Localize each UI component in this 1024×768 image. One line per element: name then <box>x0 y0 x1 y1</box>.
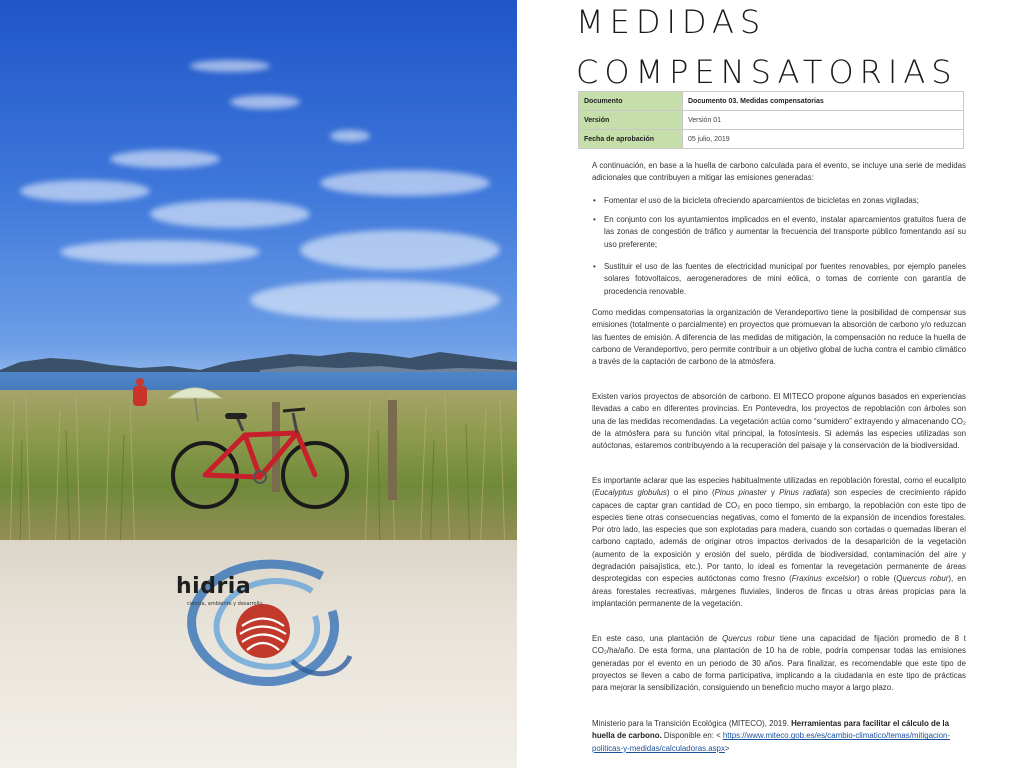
reference-citation <box>592 718 972 755</box>
text-run: tiene una capacidad de fijación promedio de 8 t CO₂/ha/año. De esta forma, una plantación de 10 ha de roble, podría compensar todas las emisiones generadas por el evento en un periodo de 30 años. Para finalizar, es recomendable que este tipo de proyectos se lleven a cabo de forma participativa, implicando a la ciudadanía en este tipo de prácticas para mejorar la sensibilización, consiguiendo un beneficio mucho mayor a largo plazo. <box>592 634 967 693</box>
paragraph-compensation: Como medidas compensatorias la organización de Verandeportivo tiene la posibilidad de compensar sus emisiones (totalmente o parcialmente) en proyectos que promuevan la absorción de carbono y/o reduzcan las fuentes de emisión. A diferencia de las medidas de mitigación, la compensación no reduce la huella de carbono de Verandeportivo, pero permite contribuir a un objetivo global de lucha contra el cambio climático a través de la captación de carbono de la atmósfera. <box>592 308 966 367</box>
page-title <box>576 0 958 94</box>
bullet-dot-icon: • <box>593 196 596 205</box>
title-line-1: MEDIDAS <box>576 3 767 41</box>
species-name: Eucalyptus globulus <box>594 488 667 498</box>
bullet-text: Fomentar el uso de la bicicleta ofreciendo aparcamientos de bicicletas en zonas vigiladas; <box>604 196 919 205</box>
meta-value: 05 julio, 2019 <box>683 130 964 149</box>
red-bicycle <box>165 395 360 515</box>
document-page <box>517 0 1024 768</box>
citation-author: Ministerio para la Transición Ecológica (MITECO), 2019. <box>592 719 792 728</box>
meta-row <box>579 130 964 149</box>
text-run: > <box>724 743 730 753</box>
paragraph-projects: Existen varios proyectos de absorción de carbono. El MITECO propone algunos basados en experiencias llevadas a cabo en diferentes provincias. En Pontevedra, los proyectos de repoblación con árboles son una de las medidas recomendadas. La vegetación actúa como “sumidero” extrayendo y almacenando CO₂ de la atmósfera para su función vital principal, la fotosíntesis. Si además las especies utilizadas son autóctonas, estaremos contribuyendo a la recuperación del paisaje y la conservación de la biodiversidad. <box>592 392 966 451</box>
text-run: ), en áreas forestales recreativas, márgenes fluviales, linderos de fincas u otras áreas propicias para la implantación permanente de la vegetación. <box>592 574 966 608</box>
text-run: y <box>766 488 780 498</box>
meta-row <box>579 92 964 111</box>
intro-paragraph: A continuación, en base a la huella de carbono calculada para el evento, se incluye una serie de medidas adicionales que contribuyen a mitigar las emisiones generadas: <box>592 161 966 183</box>
text-run: Disponible en: < <box>661 731 723 741</box>
species-name: Quercus robur <box>722 634 776 643</box>
species-name: Pinus pinaster <box>714 488 767 498</box>
meta-key: Versión <box>579 111 683 130</box>
bullet-dot-icon: • <box>593 262 596 271</box>
paragraph-quercus <box>592 633 966 694</box>
meta-value: Documento 03. Medidas compensatorias <box>683 92 964 111</box>
bullet-item <box>592 214 966 251</box>
text-run: ) o roble ( <box>857 574 897 584</box>
meta-key: Fecha de aprobación <box>579 130 683 149</box>
text-run: ) o el pino ( <box>666 488 715 498</box>
document-meta-table <box>578 91 964 149</box>
text-run: En este caso, una plantación de <box>592 634 723 643</box>
meta-key: Documento <box>579 92 683 111</box>
citation-link[interactable]: https://www.miteco.gob.es/es/cambio-climatico/temas/mitigacion-politicas-y-medidas/calculadoras.aspx <box>592 731 951 753</box>
logo-wordmark: hidria <box>176 574 252 599</box>
species-name: Fraxinus excelsior <box>791 574 858 584</box>
species-name: Pinus radiata <box>779 488 828 498</box>
person-figure <box>128 377 152 409</box>
bullet-item <box>592 261 966 298</box>
bullet-text: En conjunto con los ayuntamientos implicados en el evento, instalar aparcamientos gratuitos fuera de las zonas de congestión de tráfico y aumentar la frecuencia del transporte público fomentando así su uso preferente; <box>604 215 966 249</box>
bullet-dot-icon: • <box>593 215 596 224</box>
text-run: Es importante aclarar que las especies habitualmente utilizadas en repoblación forestal, como el eucalipto ( <box>592 476 966 498</box>
title-line-2: COMPENSATORIAS <box>576 53 958 91</box>
bullet-item <box>592 195 966 207</box>
species-name: Quercus robur <box>896 574 949 584</box>
logo-tagline: ciencia, ambiente y desarrollo <box>187 601 263 607</box>
citation-title: Herramientas para facilitar el cálculo de la huella de carbono. <box>592 719 949 741</box>
text-run: ) son especies de crecimiento rápido capaces de captar gran cantidad de CO₂ en poco tiempo, sin embargo, la repoblación con este tipo de especies tiene otras consecuencias negativas, como el fomento de la expansión de incendios forestales. Por otro lado, las especies que son explotadas para madera, cuando son cortadas o quemadas liberan el carbono captado, además de originar otros impactos derivados de la desaparición de la vegetación (aumento de la exposición y erosión del suelo, pérdida de biodiversidad, contaminación del aire y degradación paisajística, etc.). Por tanto, lo ideal es fomentar la revegetación permanente de áreas desprotegidas con especies autóctonas como fresno ( <box>592 488 966 584</box>
bullet-text: Sustituir el uso de las fuentes de electricidad municipal por fuentes renovables, por ejemplo paneles solares fotovoltaicos, aerogeneradores de mini eólica, o tomas de corriente con garantía de procedencia renovable. <box>604 262 966 296</box>
meta-value: Versión 01 <box>683 111 964 130</box>
meta-row <box>579 111 964 130</box>
paragraph-species <box>592 475 966 610</box>
